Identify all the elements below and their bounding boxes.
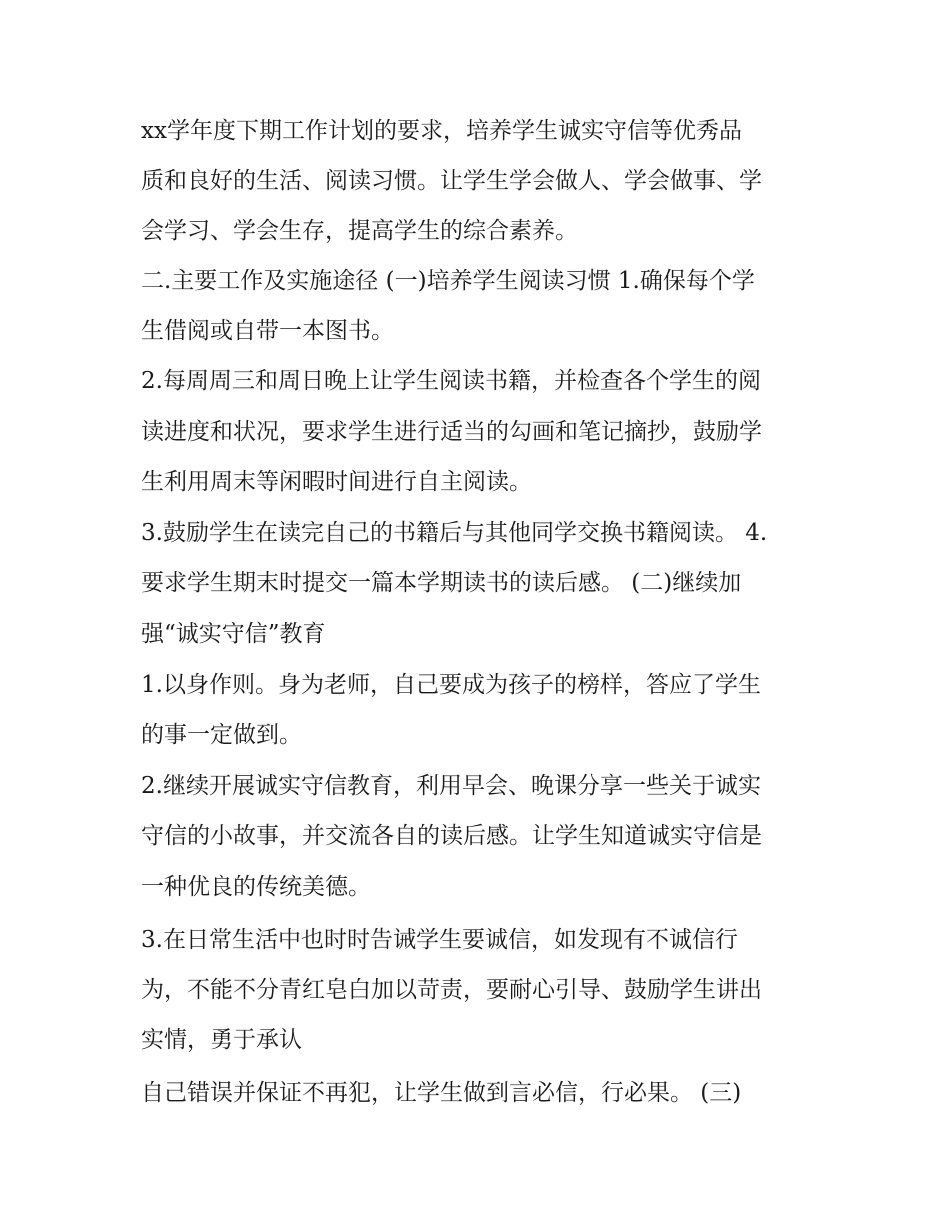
text-line: 2.每周周三和周日晚上让学生阅读书籍，并检查各个学生的阅 — [141, 368, 761, 394]
text-line: 质和良好的生活、阅读习惯。让学生学会做人、学会做事、学 — [141, 168, 762, 194]
text-line: 2.继续开展诚实守信教育，利用早会、晚课分享一些关于诚实 — [141, 773, 761, 799]
text-line: 3.鼓励学生在读完自己的书籍后与其他同学交换书籍阅读。 4. — [141, 520, 768, 546]
text-line: 为，不能不分青红皂白加以苛责，要耐心引导、鼓励学生讲出 — [141, 977, 762, 1003]
text-line: 自己错误并保证不再犯，让学生做到言必信，行必果。 (三) — [141, 1080, 742, 1106]
text-line: 守信的小故事，并交流各自的读后感。让学生知道诚实守信是 — [141, 823, 762, 849]
text-line: xx学年度下期工作计划的要求，培养学生诚实守信等优秀品 — [141, 118, 742, 144]
text-line: 要求学生期末时提交一篇本学期读书的读后感。 (二)继续加 — [141, 570, 742, 596]
text-line: 会学习、学会生存，提高学生的综合素养。 — [141, 218, 578, 244]
text-line: 一种优良的传统美德。 — [141, 874, 371, 900]
text-line: 二.主要工作及实施途径 (一)培养学生阅读习惯 1.确保每个学 — [141, 268, 755, 294]
text-line: 的事一定做到。 — [141, 722, 302, 748]
text-line: 1.以身作则。身为老师，自己要成为孩子的榜样，答应了学生 — [141, 672, 761, 698]
text-line: 3.在日常生活中也时时告诫学生要诚信，如发现有不诚信行 — [141, 927, 738, 953]
text-line: 生借阅或自带一本图书。 — [141, 318, 394, 344]
text-line: 实情，勇于承认 — [141, 1027, 302, 1053]
text-line: 强“诚实守信”教育 — [141, 621, 326, 647]
text-line: 生利用周末等闲暇时间进行自主阅读。 — [141, 469, 532, 495]
text-line: 读进度和状况，要求学生进行适当的勾画和笔记摘抄，鼓励学 — [141, 419, 762, 445]
